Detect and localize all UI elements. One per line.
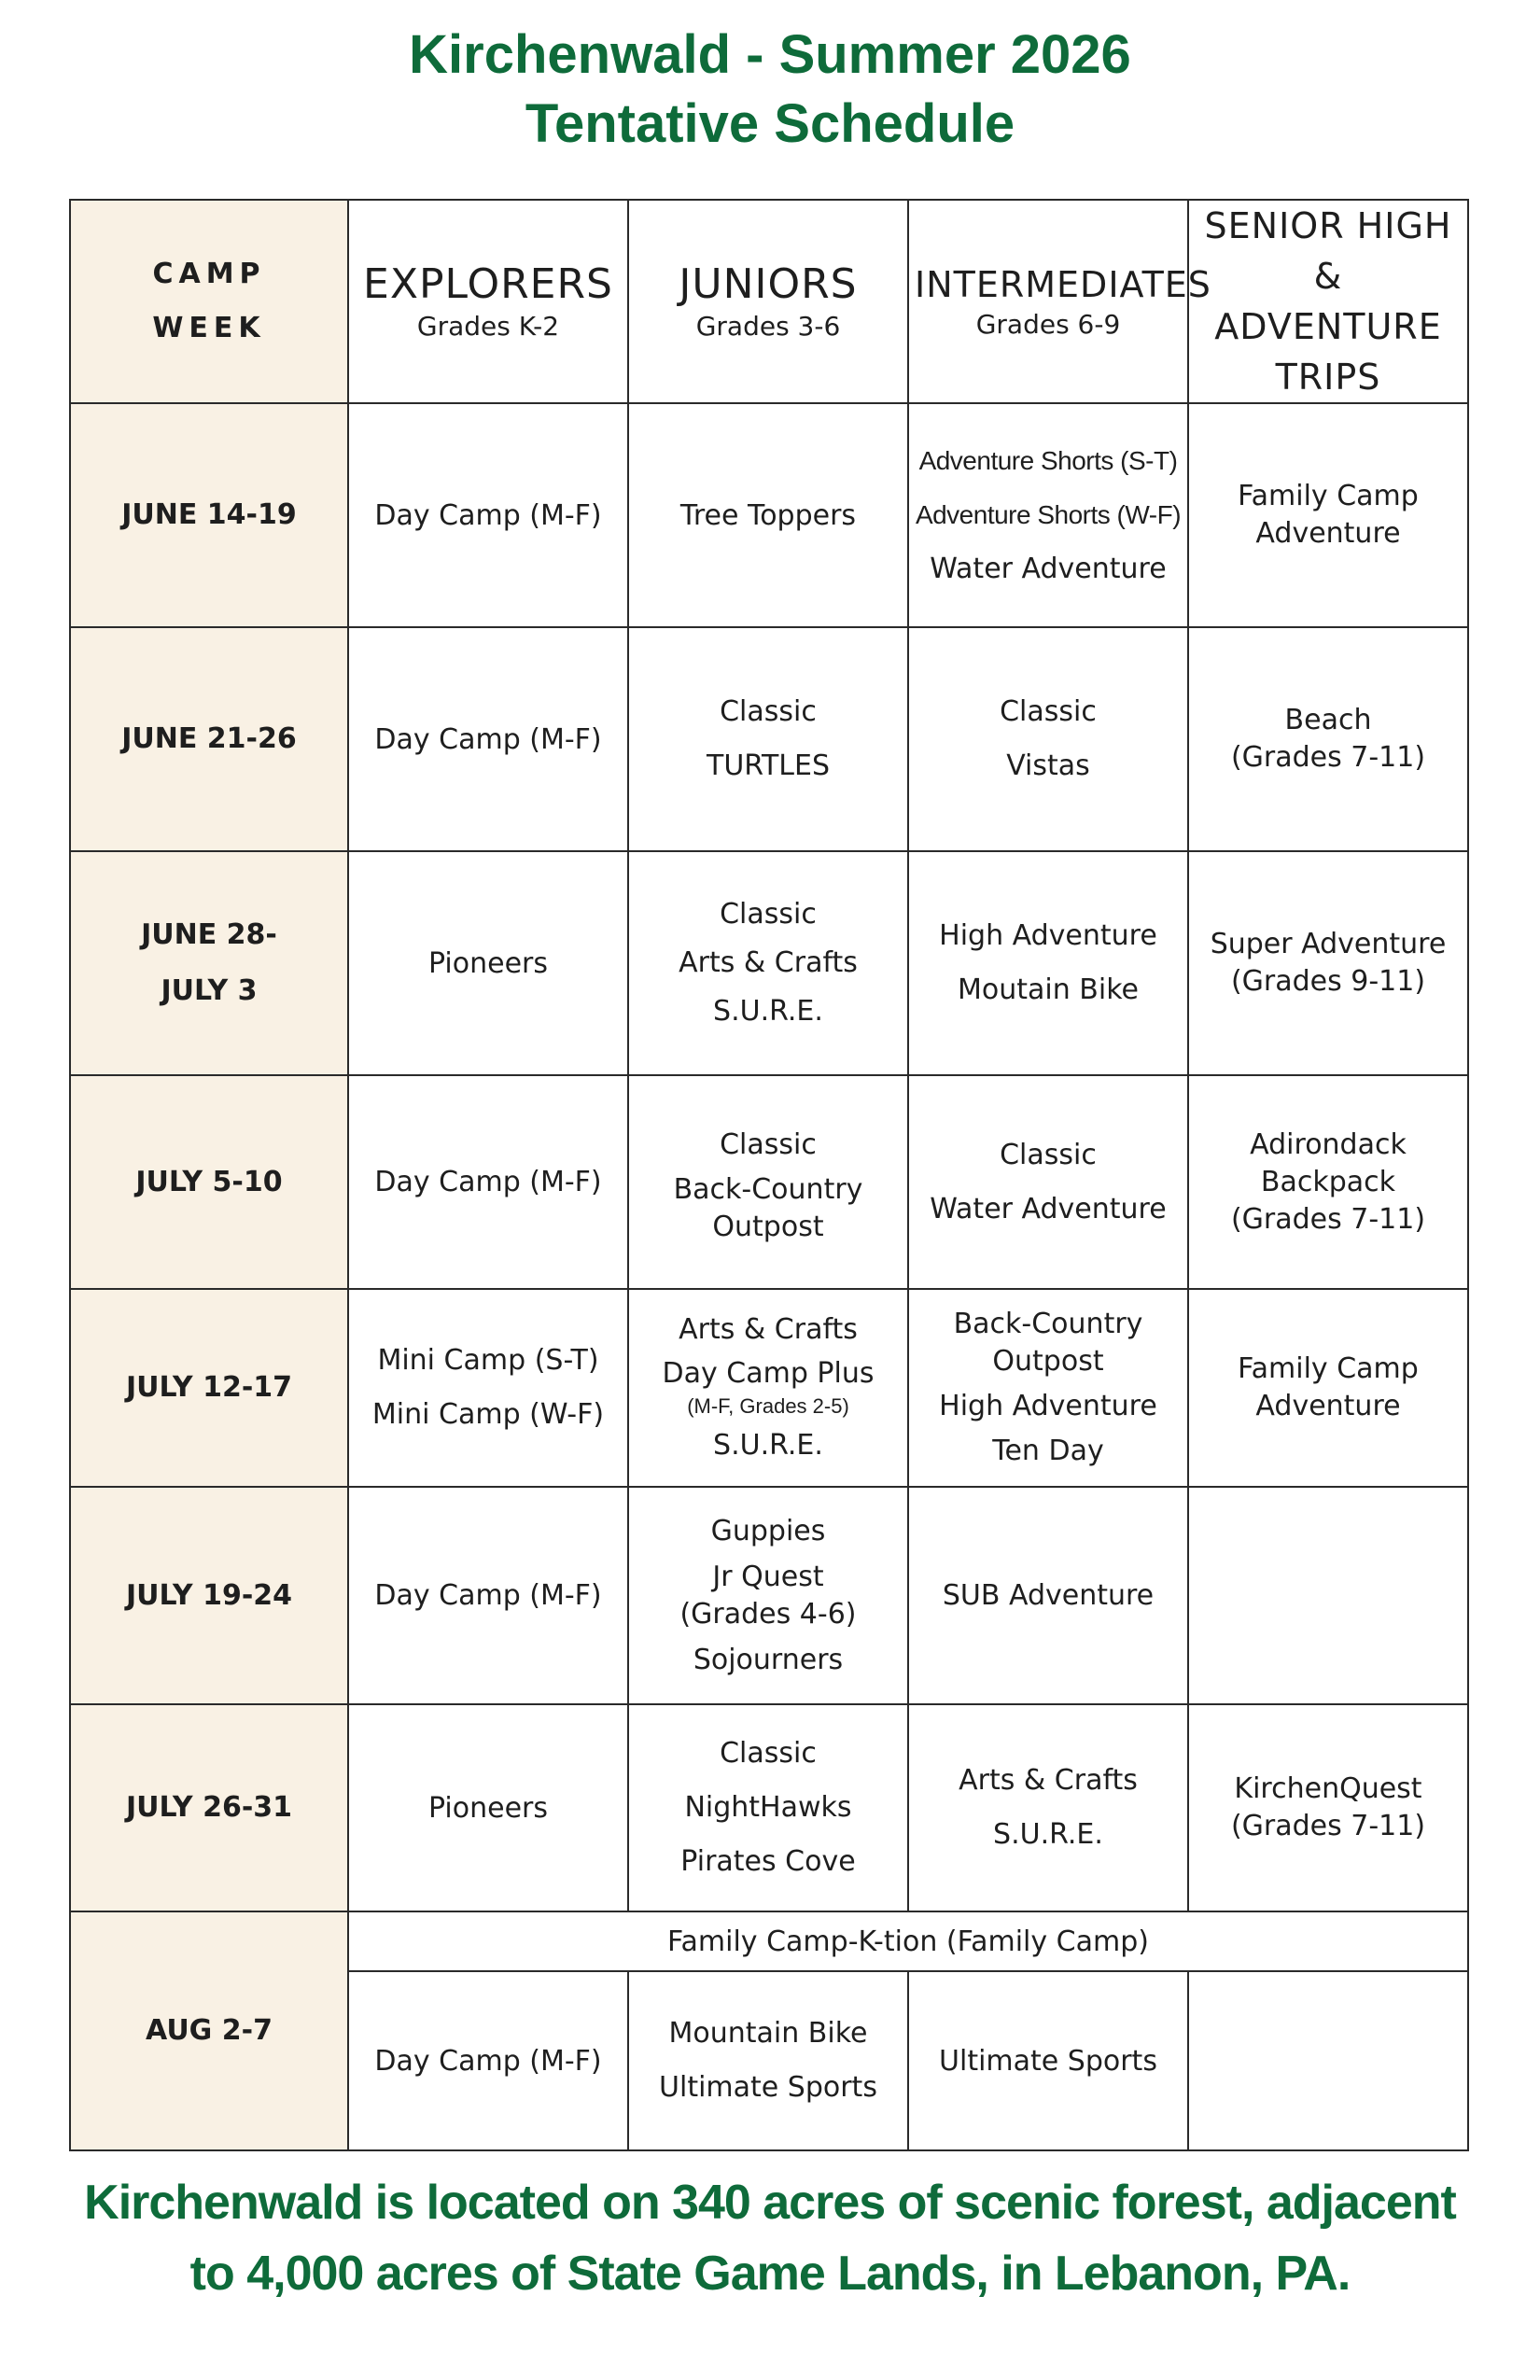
program-line: Back-Country [673,1172,863,1206]
juniors-cell [628,1289,908,1487]
week-cell: JULY 12-17 [70,1289,348,1487]
program-line: Arts & Crafts [679,1313,858,1346]
title-line-2: Tentative Schedule [525,93,1015,154]
program-line: Ultimate Sports [659,2071,877,2104]
senior-cell [1188,1289,1468,1487]
table-row [70,403,1468,627]
intermediates-cell [908,851,1188,1075]
program-line: Adirondack [1250,1127,1407,1161]
table-row [70,1911,1468,1971]
program-line: (Grades 4-6) [679,1597,857,1631]
program-line: Back-Country [953,1308,1143,1340]
group-grades: Grades 6-9 [975,309,1121,340]
program-line: Arts & Crafts [679,946,858,979]
program-line: Pirates Cove [680,1845,856,1878]
program-line: Water Adventure [930,553,1167,585]
intermediates-header [908,200,1211,403]
program-line: S.U.R.E. [713,1429,823,1462]
location-footer [0,2167,1540,2309]
program-line: Adventure [1255,1390,1401,1422]
explorers-cell [348,1289,628,1487]
explorers-header [348,200,628,403]
juniors-cell [628,1971,908,2150]
footer-line-1: Kirchenwald is located on 340 acres of scenic forest, adjacent [84,2176,1456,2230]
program-line: Vistas [1006,749,1090,782]
week-line: JULY 3 [161,974,258,1007]
program-line: Beach [1284,704,1372,736]
week-cell: AUG 2-7 [70,1911,348,2150]
camp-week-header [70,200,348,403]
program-line: Sojourners [693,1643,844,1676]
explorers-cell: Pioneers [348,851,628,1075]
program-line: Family Camp [1238,1352,1419,1385]
juniors-cell [628,851,908,1075]
group-name: EXPLORERS [363,260,613,308]
intermediates-cell: SUB Adventure [908,1487,1188,1704]
explorers-cell: Day Camp (M-F) [348,1487,628,1704]
title-line-1: Kirchenwald - Summer 2026 [409,24,1131,85]
program-line: TURTLES [707,749,830,782]
senior-high-header [1188,200,1468,403]
juniors-cell [628,1704,908,1911]
program-line: Ten Day [992,1435,1104,1467]
program-line: S.U.R.E. [993,1818,1103,1851]
table-row [70,1704,1468,1911]
camp-week-header-line-2: WEEK [152,312,266,344]
program-line: (Grades 7-11) [1230,1202,1426,1236]
table-row [70,1075,1468,1289]
schedule-table [69,199,1469,2151]
program-line: (Grades 9-11) [1230,965,1426,998]
family-camp-banner: Family Camp-K-tion (Family Camp) [348,1911,1468,1971]
group-name-line: TRIPS [1275,357,1381,398]
program-line: Day Camp Plus [662,1357,875,1390]
juniors-cell: Tree Toppers [628,403,908,627]
program-line: Guppies [710,1514,826,1547]
program-line: Water Adventure [930,1192,1167,1225]
senior-cell [1188,1075,1468,1289]
program-line: Classic [720,695,817,728]
explorers-cell: Day Camp (M-F) [348,627,628,851]
program-line: Super Adventure [1210,928,1447,960]
intermediates-cell: Ultimate Sports [908,1971,1188,2150]
footer-line-2: to 4,000 acres of State Game Lands, in Lebanon, PA. [189,2247,1351,2301]
senior-cell [1188,403,1468,627]
intermediates-cell [908,1289,1188,1487]
program-line: Moutain Bike [958,973,1139,1006]
intermediates-cell [908,1704,1188,1911]
intermediates-cell [908,627,1188,851]
program-line: Classic [1000,1138,1097,1171]
group-name: INTERMEDIATES [915,264,1211,305]
explorers-cell: Day Camp (M-F) [348,1075,628,1289]
week-cell: JUNE 21-26 [70,627,348,851]
table-row [70,627,1468,851]
program-line: Family Camp [1238,480,1419,512]
camp-week-header-line-1: CAMP [152,258,266,290]
program-line: Classic [1000,695,1097,728]
week-cell: JULY 26-31 [70,1704,348,1911]
program-line: (Grades 7-11) [1230,1810,1426,1842]
page-title [0,21,1540,159]
week-cell [70,851,348,1075]
program-line: Mini Camp (S-T) [377,1344,599,1377]
program-line: High Adventure [939,919,1157,952]
program-line: High Adventure [939,1390,1157,1422]
program-line: Mini Camp (W-F) [371,1398,605,1431]
header-row [70,200,1468,403]
week-cell: JUNE 14-19 [70,403,348,627]
program-line: Classic [720,1127,817,1161]
week-cell: JULY 5-10 [70,1075,348,1289]
senior-cell [1188,1971,1468,2150]
program-line: Arts & Crafts [959,1764,1138,1797]
group-name: JUNIORS [679,260,858,308]
table-row [70,1487,1468,1704]
program-line: (Grades 7-11) [1230,741,1426,774]
intermediates-cell [908,403,1188,627]
senior-cell [1188,1487,1468,1704]
program-line: Adventure [1255,517,1401,550]
juniors-header [628,200,908,403]
program-line: Classic [720,898,817,931]
explorers-cell: Pioneers [348,1704,628,1911]
explorers-cell: Day Camp (M-F) [348,403,628,627]
table-row [70,851,1468,1075]
program-line: Mountain Bike [668,2017,868,2050]
week-cell: JULY 19-24 [70,1487,348,1704]
program-line: Jr Quest [712,1560,824,1593]
program-line: Adventure Shorts (S-T) [918,446,1178,475]
program-note: (M-F, Grades 2-5) [687,1394,849,1418]
program-line: Adventure Shorts (W-F) [915,500,1182,529]
juniors-cell [628,627,908,851]
senior-cell [1188,1704,1468,1911]
week-line: JUNE 28- [141,918,277,951]
program-line: Outpost [992,1345,1104,1378]
program-line: Backpack [1260,1165,1396,1198]
program-line: NightHawks [684,1791,852,1824]
juniors-cell [628,1075,908,1289]
table-row [70,1289,1468,1487]
program-line: Classic [720,1737,817,1770]
group-grades: Grades K-2 [416,311,560,342]
group-name-line: SENIOR HIGH & [1204,205,1452,297]
program-line: KirchenQuest [1234,1772,1422,1805]
group-grades: Grades 3-6 [695,311,841,342]
juniors-cell [628,1487,908,1704]
program-line: S.U.R.E. [713,995,823,1028]
explorers-cell: Day Camp (M-F) [348,1971,628,2150]
program-line: Outpost [712,1210,824,1243]
senior-cell [1188,627,1468,851]
senior-cell [1188,851,1468,1075]
group-name-line: ADVENTURE [1214,306,1442,347]
intermediates-cell [908,1075,1188,1289]
